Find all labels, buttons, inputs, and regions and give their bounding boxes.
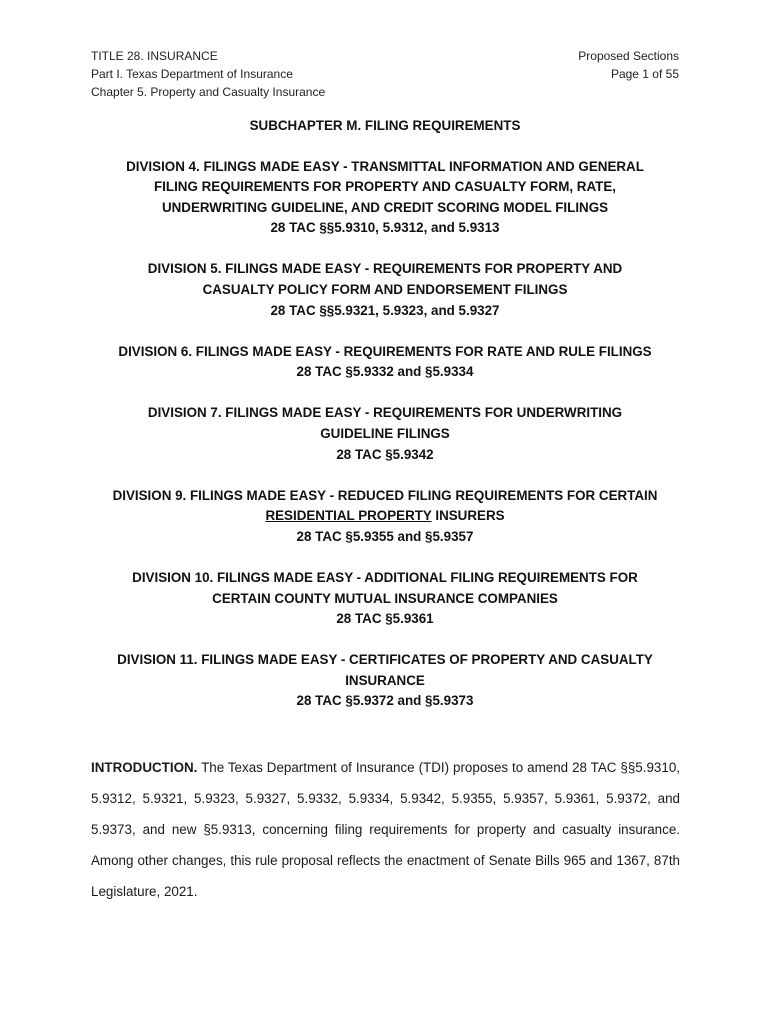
division-heading-line — [86, 506, 684, 527]
division-heading-line: DIVISION 11. FILINGS MADE EASY - CERTIFICATES OF PROPERTY AND CASUALTY — [117, 652, 653, 668]
introduction-text: The Texas Department of Insurance (TDI) proposes to amend 28 TAC §§5.9310, 5.9312, 5.9321, 5.9323, 5.9327, 5.9332, 5.9334, 5.9342, 5.9355, 5.9357, 5.9361, 5.9372, and 5.9373, and new §5.9313, concerning filing requirements for property and casualty insurance. Among other changes, this rule proposal reflects the enactment of Senate Bills 965 and 1367, 87th Legislature, 2021. — [91, 760, 680, 899]
division-5-heading — [86, 259, 684, 321]
division-heading-line: UNDERWRITING GUIDELINE, AND CREDIT SCORING MODEL FILINGS — [161, 199, 609, 215]
division-6-heading — [86, 342, 684, 383]
introduction-label: INTRODUCTION. — [91, 760, 198, 775]
header-chapter: Chapter 5. Property and Casualty Insurance — [91, 85, 326, 99]
division-heading-line: CASUALTY POLICY FORM AND ENDORSEMENT FILINGS — [202, 282, 568, 298]
division-heading-line: CERTAIN COUNTY MUTUAL INSURANCE COMPANIES — [212, 590, 558, 606]
header-status: Proposed Sections — [578, 49, 679, 63]
division-heading-line: DIVISION 6. FILINGS MADE EASY - REQUIREMENTS FOR RATE AND RULE FILINGS — [118, 343, 652, 359]
division-heading-line: GUIDELINE FILINGS — [320, 426, 450, 442]
division-10-heading — [86, 568, 684, 630]
division-11-heading — [86, 650, 684, 712]
division-sections: 28 TAC §§5.9321, 5.9323, and 5.9327 — [270, 302, 500, 318]
division-7-heading — [86, 403, 684, 465]
division-heading-line: DIVISION 10. FILINGS MADE EASY - ADDITIONAL FILING REQUIREMENTS FOR — [132, 570, 638, 585]
division-heading-line: DIVISION 9. FILINGS MADE EASY - REDUCED FILING REQUIREMENTS FOR CERTAIN — [112, 487, 658, 503]
running-header-right — [578, 47, 679, 83]
header-part: Part I. Texas Department of Insurance — [91, 67, 293, 81]
division-sections: 28 TAC §5.9342 — [336, 446, 434, 462]
division-sections: 28 TAC §5.9361 — [336, 611, 434, 627]
introduction-paragraph — [91, 752, 680, 907]
heading-text: INSURERS — [431, 508, 505, 524]
subchapter-heading: SUBCHAPTER M. FILING REQUIREMENTS — [249, 118, 521, 133]
division-4-heading — [86, 157, 684, 239]
header-title: TITLE 28. INSURANCE — [91, 49, 218, 63]
running-header-left — [91, 47, 325, 101]
page-number: Page 1 of 55 — [610, 67, 679, 81]
division-sections: 28 TAC §5.9355 and §5.9357 — [296, 528, 474, 544]
division-titles — [86, 116, 684, 733]
division-heading-line: DIVISION 4. FILINGS MADE EASY - TRANSMITTAL INFORMATION AND GENERAL — [126, 158, 644, 174]
division-heading-line: FILING REQUIREMENTS FOR PROPERTY AND CASUALTY FORM, RATE, — [154, 179, 616, 195]
division-sections: 28 TAC §5.9372 and §5.9373 — [296, 693, 474, 709]
division-heading-line: DIVISION 7. FILINGS MADE EASY - REQUIREMENTS FOR UNDERWRITING — [147, 405, 623, 421]
division-heading-line: DIVISION 5. FILINGS MADE EASY - REQUIREMENTS FOR PROPERTY AND — [147, 261, 623, 277]
underlined-phrase: RESIDENTIAL PROPERTY — [265, 508, 432, 524]
division-heading-line: INSURANCE — [345, 672, 425, 688]
division-9-heading — [86, 486, 684, 548]
division-sections: 28 TAC §§5.9310, 5.9312, and 5.9313 — [270, 220, 500, 236]
division-sections: 28 TAC §5.9332 and §5.9334 — [296, 364, 474, 380]
